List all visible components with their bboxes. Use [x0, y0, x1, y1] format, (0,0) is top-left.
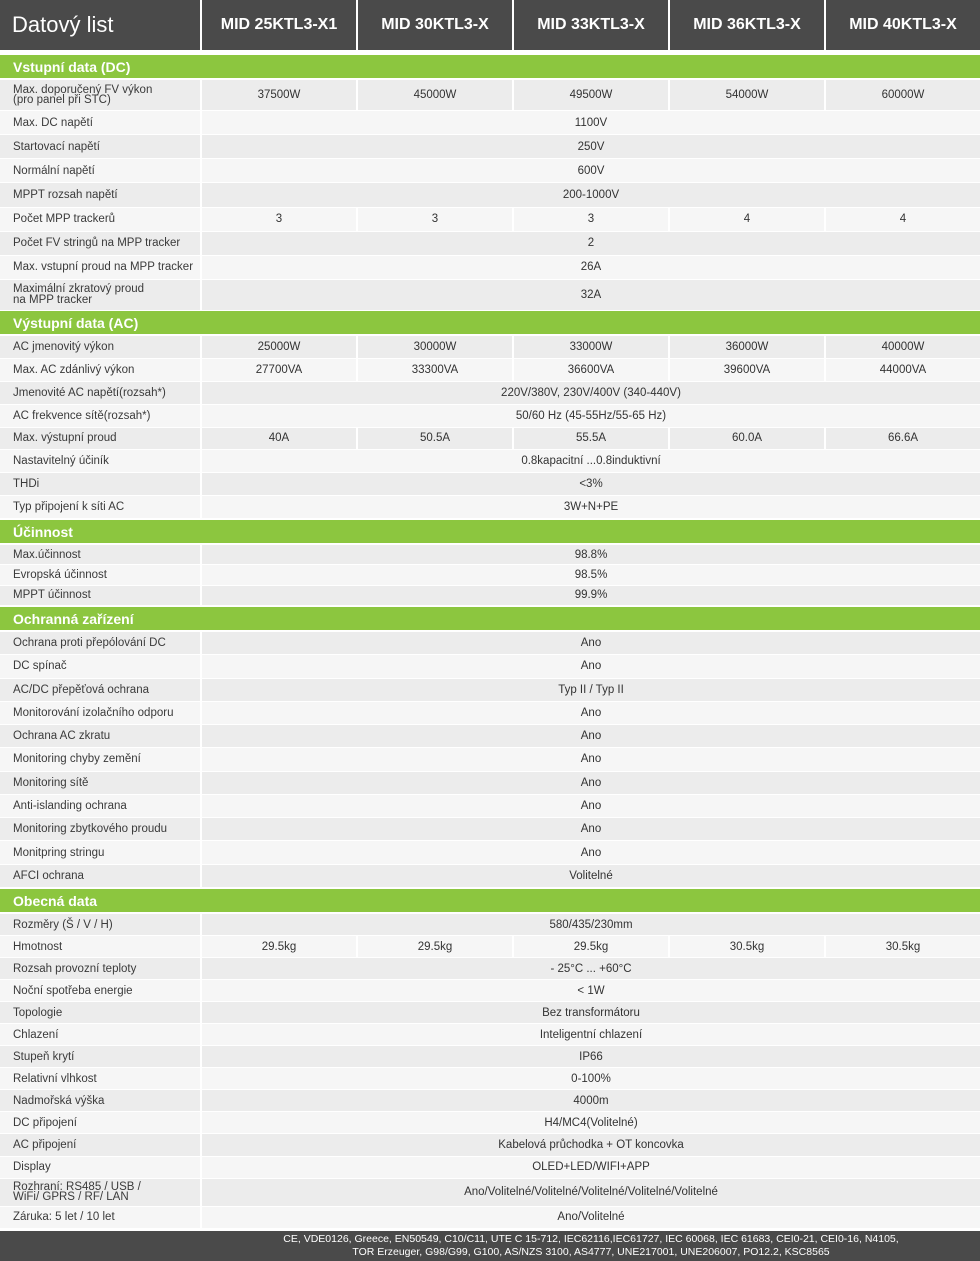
spec-value: 29.5kg	[514, 936, 668, 957]
spec-value-all-models: Ano	[202, 725, 980, 747]
spec-row	[0, 1207, 980, 1228]
spec-label	[0, 1179, 200, 1206]
spec-label	[0, 280, 200, 310]
spec-value-all-models: Ano	[202, 632, 980, 654]
spec-value-all-models: 26A	[202, 256, 980, 279]
spec-value-all-models: 0.8kapacitní ...0.8induktivní	[202, 450, 980, 472]
spec-label-text: Monitpring stringu	[13, 846, 105, 859]
spec-value-all-models: 0-100%	[202, 1068, 980, 1089]
spec-value: 4	[670, 208, 824, 231]
spec-row	[0, 183, 980, 206]
spec-value: 30.5kg	[670, 936, 824, 957]
section-body	[0, 80, 980, 310]
spec-label	[0, 748, 200, 770]
spec-value-all-models: Inteligentní chlazení	[202, 1024, 980, 1045]
spec-value: 36000W	[670, 336, 824, 358]
spec-value-all-models: 99.9%	[202, 586, 980, 605]
spec-row	[0, 702, 980, 724]
spec-label	[0, 545, 200, 564]
section-body	[0, 632, 980, 887]
spec-value-all-models: <3%	[202, 473, 980, 495]
spec-value: 54000W	[670, 80, 824, 110]
spec-value: 66.6A	[826, 428, 980, 450]
spec-value: 33000W	[514, 336, 668, 358]
spec-label-text: Rozsah provozní teploty	[13, 962, 137, 975]
certifications-line: TOR Erzeuger, G98/G99, G100, AS/NZS 3100, AS4777, UNE217001, UNE206007, PO12.2, KSC8565	[352, 1246, 830, 1258]
spec-label-line: (pro panel při STC)	[13, 94, 111, 107]
spec-label-text: MPPT rozsah napětí	[13, 189, 118, 201]
spec-row	[0, 980, 980, 1001]
spec-label-text: Jmenovité AC napětí(rozsah*)	[13, 386, 166, 399]
spec-value: 45000W	[358, 80, 512, 110]
spec-row	[0, 496, 980, 518]
spec-row	[0, 1046, 980, 1067]
spec-label-text: DC spínač	[13, 660, 67, 673]
spec-value: 33300VA	[358, 359, 512, 381]
spec-label-text: Max. AC zdánlivý výkon	[13, 363, 135, 376]
spec-row	[0, 1002, 980, 1023]
spec-value: 4	[826, 208, 980, 231]
spec-label	[0, 725, 200, 747]
spec-label-text: Hmotnost	[13, 940, 63, 953]
spec-label	[0, 936, 200, 957]
spec-label-text: Normální napětí	[13, 164, 95, 177]
spec-row	[0, 632, 980, 654]
spec-label-text: AC frekvence sítě(rozsah*)	[13, 409, 151, 422]
spec-value: 3	[358, 208, 512, 231]
spec-value-all-models: Ano	[202, 795, 980, 817]
spec-value: 25000W	[202, 336, 356, 358]
spec-label-text: Stupeň krytí	[13, 1050, 75, 1063]
spec-value-all-models: Bez transformátoru	[202, 1002, 980, 1023]
spec-label	[0, 655, 200, 677]
spec-value: 3	[514, 208, 668, 231]
model-header: MID 40KTL3-X	[826, 0, 980, 50]
spec-label	[0, 818, 200, 840]
spec-label-text: Relativní vlhkost	[13, 1072, 97, 1085]
spec-value: 37500W	[202, 80, 356, 110]
spec-value: 30000W	[358, 336, 512, 358]
spec-row	[0, 359, 980, 381]
certifications-line: CE, VDE0126, Greece, EN50549, C10/C11, UTE C 15-712, IEC62116,IEC61727, IEC 60068, IEC 61683, CEI0-21, CEI0-16, N4105,	[283, 1233, 899, 1245]
spec-value: 39600VA	[670, 359, 824, 381]
spec-label-line: Rozhraní: RS485 / USB /	[13, 1180, 141, 1193]
model-header: MID 30KTL3-X	[358, 0, 512, 50]
spec-label	[0, 958, 200, 979]
spec-row	[0, 1157, 980, 1178]
spec-value-all-models: 600V	[202, 159, 980, 182]
section-title: Obecná data	[0, 889, 980, 912]
model-header: MID 25KTL3-X1	[202, 0, 356, 50]
spec-label-text: Monitoring chyby zemění	[13, 753, 141, 766]
spec-value: 36600VA	[514, 359, 668, 381]
spec-label-text: Max. DC napětí	[13, 116, 93, 129]
spec-row	[0, 135, 980, 158]
spec-label	[0, 496, 200, 518]
spec-row	[0, 865, 980, 887]
spec-label-text: Max. výstupní proud	[13, 432, 117, 445]
spec-section	[0, 889, 980, 1228]
spec-row	[0, 841, 980, 863]
datasheet-title: Datový list	[0, 0, 200, 50]
spec-label	[0, 1134, 200, 1155]
spec-label-text: Max.účinnost	[13, 548, 81, 561]
spec-label-text: Nastavitelný účiník	[13, 455, 109, 468]
spec-value: 29.5kg	[202, 936, 356, 957]
spec-label	[0, 1157, 200, 1178]
spec-row	[0, 336, 980, 358]
spec-section	[0, 311, 980, 518]
spec-label-text: Monitoring sítě	[13, 776, 89, 789]
spec-row	[0, 545, 980, 564]
spec-row	[0, 1068, 980, 1089]
spec-label-text: Nadmořská výška	[13, 1094, 105, 1107]
spec-value-all-models: Ano	[202, 655, 980, 677]
spec-value-all-models: Ano	[202, 841, 980, 863]
spec-value-all-models: 1100V	[202, 111, 980, 134]
spec-value-all-models: IP66	[202, 1046, 980, 1067]
spec-label	[0, 1068, 200, 1089]
section-title: Vstupní data (DC)	[0, 55, 980, 78]
spec-label	[0, 1112, 200, 1133]
spec-row	[0, 679, 980, 701]
spec-value-all-models: 220V/380V, 230V/400V (340-440V)	[202, 382, 980, 404]
spec-label	[0, 359, 200, 381]
datasheet-header	[0, 0, 980, 50]
spec-label	[0, 256, 200, 279]
spec-label	[0, 382, 200, 404]
spec-value: 55.5A	[514, 428, 668, 450]
spec-value: 50.5A	[358, 428, 512, 450]
model-header: MID 36KTL3-X	[670, 0, 824, 50]
spec-value-all-models: Ano/Volitelné/Volitelné/Volitelné/Volitelné/Volitelné	[202, 1179, 980, 1206]
spec-value-all-models: Volitelné	[202, 865, 980, 887]
spec-label-text: AC připojení	[13, 1138, 77, 1151]
spec-row	[0, 232, 980, 255]
spec-value-all-models: H4/MC4(Volitelné)	[202, 1112, 980, 1133]
spec-value-all-models: Typ II / Typ II	[202, 679, 980, 701]
spec-label	[0, 208, 200, 231]
spec-row	[0, 1090, 980, 1111]
spec-value-all-models: < 1W	[202, 980, 980, 1001]
spec-value: 60.0A	[670, 428, 824, 450]
spec-value-all-models: 3W+N+PE	[202, 496, 980, 518]
spec-value-all-models: Ano	[202, 702, 980, 724]
spec-label-text: AFCI ochrana	[13, 869, 84, 882]
spec-value-all-models: 98.8%	[202, 545, 980, 564]
spec-label-text: Počet FV stringů na MPP tracker	[13, 237, 181, 250]
spec-label-line: Max. doporučený FV výkon	[13, 83, 153, 96]
spec-section	[0, 55, 980, 310]
spec-value-all-models: Ano	[202, 772, 980, 794]
spec-label-text: Monitorování izolačního odporu	[13, 706, 174, 719]
spec-label-text: Anti-islanding ochrana	[13, 799, 127, 812]
spec-label	[0, 111, 200, 134]
spec-label-text: Evropská účinnost	[13, 568, 107, 581]
spec-row	[0, 428, 980, 450]
spec-label-text: Topologie	[13, 1006, 63, 1019]
spec-label-line: WiFi/ GPRS / RF/ LAN	[13, 1191, 129, 1204]
spec-value: 49500W	[514, 80, 668, 110]
spec-value: 40A	[202, 428, 356, 450]
spec-value-all-models: - 25°C ... +60°C	[202, 958, 980, 979]
spec-label-text: Startovací napětí	[13, 140, 100, 153]
spec-value: 44000VA	[826, 359, 980, 381]
spec-label	[0, 795, 200, 817]
spec-row	[0, 256, 980, 279]
spec-row	[0, 80, 980, 110]
spec-row	[0, 1134, 980, 1155]
spec-label-text: Ochrana proti přepólování DC	[13, 637, 166, 650]
spec-row	[0, 795, 980, 817]
spec-label-text: Display	[13, 1161, 51, 1174]
section-body	[0, 914, 980, 1228]
spec-label-text: Max. vstupní proud na MPP tracker	[13, 261, 194, 274]
spec-row	[0, 586, 980, 605]
section-title: Výstupní data (AC)	[0, 311, 980, 334]
model-header: MID 33KTL3-X	[514, 0, 668, 50]
spec-label-text: DC připojení	[13, 1116, 77, 1129]
certifications-footer	[0, 1231, 980, 1261]
spec-label	[0, 80, 200, 110]
spec-row	[0, 818, 980, 840]
spec-label	[0, 473, 200, 495]
spec-value-all-models: Ano/Volitelné	[202, 1207, 980, 1228]
spec-section	[0, 607, 980, 887]
spec-value-all-models: Ano	[202, 818, 980, 840]
spec-value-all-models: Ano	[202, 748, 980, 770]
spec-table	[0, 50, 980, 1228]
spec-label	[0, 135, 200, 158]
spec-value-all-models: 2	[202, 232, 980, 255]
spec-row	[0, 473, 980, 495]
spec-label-text: Ochrana AC zkratu	[13, 730, 111, 743]
spec-value-all-models: 4000m	[202, 1090, 980, 1111]
spec-row	[0, 405, 980, 427]
spec-label	[0, 980, 200, 1001]
spec-label-text: MPPT účinnost	[13, 589, 91, 602]
spec-label	[0, 865, 200, 887]
spec-value: 27700VA	[202, 359, 356, 381]
spec-label-text: Typ připojení k síti AC	[13, 501, 125, 514]
spec-label	[0, 1046, 200, 1067]
spec-label-line: na MPP tracker	[13, 293, 93, 306]
spec-row	[0, 159, 980, 182]
spec-label-text: Rozměry (Š / V / H)	[13, 918, 113, 931]
spec-label	[0, 232, 200, 255]
section-title: Ochranná zařízení	[0, 607, 980, 630]
spec-row	[0, 725, 980, 747]
spec-value: 29.5kg	[358, 936, 512, 957]
spec-label	[0, 1002, 200, 1023]
spec-row	[0, 280, 980, 310]
spec-value-all-models: 50/60 Hz (45-55Hz/55-65 Hz)	[202, 405, 980, 427]
spec-value: 60000W	[826, 80, 980, 110]
spec-label	[0, 679, 200, 701]
spec-label-text: Monitoring zbytkového proudu	[13, 823, 168, 836]
spec-label-line: Maximální zkratový proud	[13, 283, 145, 296]
spec-value: 3	[202, 208, 356, 231]
section-title: Účinnost	[0, 520, 980, 543]
spec-value-all-models: Kabelová průchodka + OT koncovka	[202, 1134, 980, 1155]
spec-label	[0, 702, 200, 724]
spec-value: 30.5kg	[826, 936, 980, 957]
spec-label	[0, 336, 200, 358]
spec-row	[0, 655, 980, 677]
spec-row	[0, 111, 980, 134]
spec-label	[0, 586, 200, 605]
spec-row	[0, 565, 980, 584]
spec-label-text: Počet MPP trackerů	[13, 213, 116, 226]
spec-label	[0, 183, 200, 206]
spec-label-text: Chlazení	[13, 1028, 59, 1041]
spec-value-all-models: 32A	[202, 280, 980, 310]
spec-row	[0, 208, 980, 231]
spec-row	[0, 450, 980, 472]
spec-row	[0, 1112, 980, 1133]
spec-label-text: Noční spotřeba energie	[13, 984, 133, 997]
spec-label	[0, 1207, 200, 1228]
spec-label	[0, 1090, 200, 1111]
spec-row	[0, 1179, 980, 1206]
spec-label	[0, 428, 200, 450]
spec-value-all-models: OLED+LED/WIFI+APP	[202, 1157, 980, 1178]
spec-label	[0, 159, 200, 182]
spec-label	[0, 1024, 200, 1045]
spec-value: 40000W	[826, 336, 980, 358]
spec-row	[0, 914, 980, 935]
spec-label-text: AC/DC přepěťová ochrana	[13, 683, 149, 696]
spec-label	[0, 632, 200, 654]
spec-row	[0, 1024, 980, 1045]
spec-label	[0, 565, 200, 584]
spec-value-all-models: 580/435/230mm	[202, 914, 980, 935]
spec-value-all-models: 98.5%	[202, 565, 980, 584]
spec-label-text: Záruka: 5 let / 10 let	[13, 1211, 115, 1224]
spec-label	[0, 914, 200, 935]
spec-label	[0, 772, 200, 794]
spec-label	[0, 841, 200, 863]
spec-value-all-models: 250V	[202, 135, 980, 158]
spec-row	[0, 958, 980, 979]
section-body	[0, 336, 980, 518]
spec-label-text: THDi	[13, 478, 40, 491]
spec-label-text: AC jmenovitý výkon	[13, 340, 114, 353]
spec-row	[0, 936, 980, 957]
spec-row	[0, 382, 980, 404]
spec-row	[0, 772, 980, 794]
spec-row	[0, 748, 980, 770]
spec-section	[0, 520, 980, 605]
spec-label	[0, 405, 200, 427]
spec-value-all-models: 200-1000V	[202, 183, 980, 206]
spec-label	[0, 450, 200, 472]
section-body	[0, 545, 980, 605]
